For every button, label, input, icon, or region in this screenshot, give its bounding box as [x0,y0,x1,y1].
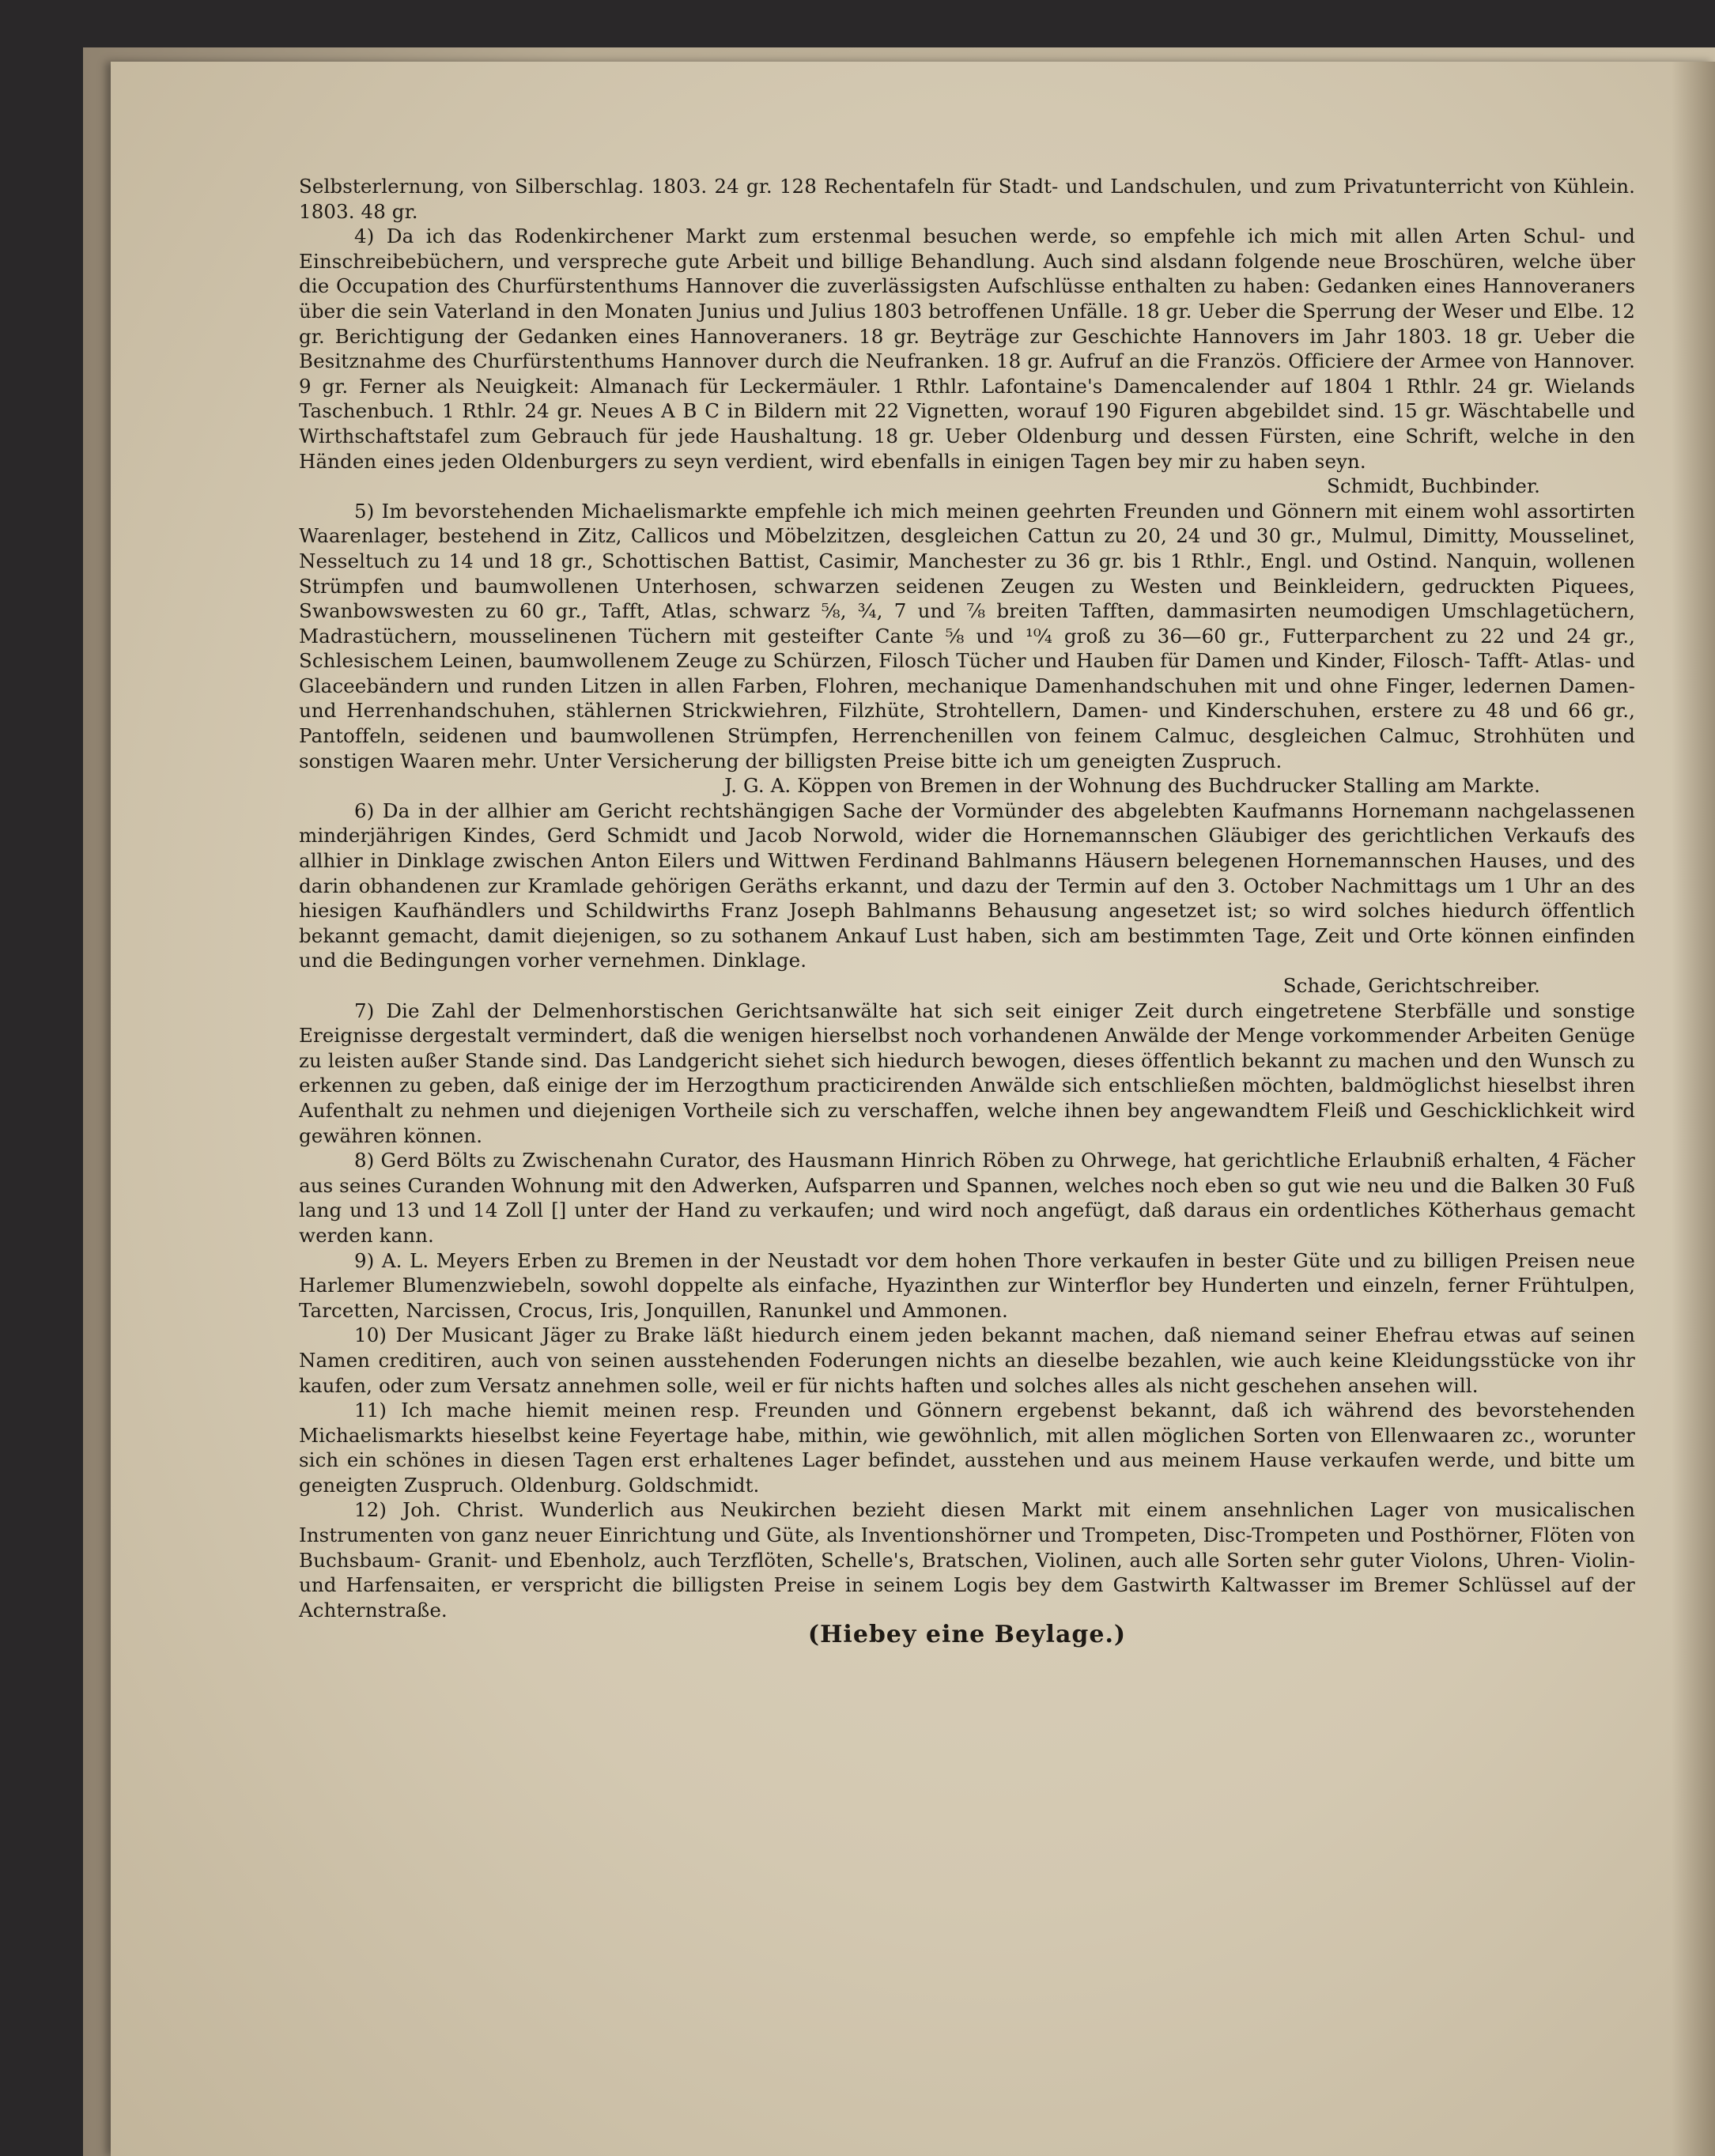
signature-6: Schade, Gerichtschreiber. [1282,974,1540,997]
supplement-note: (Hiebey eine Beylage.) [807,1621,1127,1649]
notice-7: 7) Die Zahl der Delmenhorstischen Gerichtsanwälte hat sich seit einiger Zeit durch eingetretene Sterbfälle und sonstige Ereignisse dergestalt vermindert, daß die wenigen hierselbst noch vorhandenen Anwälde der Menge vorkommender Arbeiten Genüge zu leisten außer Stande sind. Das Landgericht siehet sich hiedurch bewogen, dieses öffentlich bekannt zu machen und den Wunsch zu erkennen zu geben, daß einige der im Herzogthum practicirenden Anwälde sich entschließen möchten, baldmöglichst hieselbst ihren Aufenthalt zu nehmen und diejenigen Vortheile sich zu verschaffen, welche ihnen bey angewandtem Fleiß und Geschicklichkeit wird gewähren können. [299,999,1635,1147]
notice-6: 6) Da in der allhier am Gericht rechtshängigen Sache der Vormünder des abgelebten Kaufmanns Hornemann nachgelassenen minderjährigen Kindes, Gerd Schmidt und Jacob Norwold, wider die Hornemannschen Gläubiger des gerichtlichen Verkaufs des allhier in Dinklage zwischen Anton Eilers und Wittwen Ferdinand Bahlmanns Häusern belegenen Hornemannschen Hauses, und des darin obhandenen zur Kramlade gehörigen Geräths erkannt, und dazu der Termin auf den 3. October Nachmittags um 1 Uhr an des hiesigen Kaufhändlers und Schildwirths Franz Joseph Bahlmanns Behausung angesetzet ist; so wird solches hiedurch öffentlich bekannt gemacht, damit diejenigen, so zu sothanem Ankauf Lust haben, sich am bestimmten Tage, Zeit und Orte können einfinden und die Bedingungen vorher vernehmen. Dinklage. [299,799,1635,972]
notice-11: 11) Ich mache hiemit meinen resp. Freunden und Gönnern ergebenst bekannt, daß ich während des bevorstehenden Michaelismarkts hieselbst keine Feyertage habe, mithin, wie gewöhnlich, mit allen möglichen Sorten von Ellenwaaren zc., worunter sich ein schönes in diesen Tagen erst erhaltenes Lager befindet, ausstehen und aus meinem Hause verkaufen werde, und bitte um geneigten Zuspruch. Oldenburg. Goldschmidt. [299,1399,1635,1497]
notice-8: 8) Gerd Bölts zu Zwischenahn Curator, des Hausmann Hinrich Röben zu Ohrwege, hat gerichtliche Erlaubniß erhalten, 4 Fächer aus seines Curanden Wohnung mit den Adwerken, Aufsparren und Spannen, welches noch eben so gut wie neu und die Balken 30 Fuß lang und 13 und 14 Zoll [] unter der Hand zu verkaufen; und wird noch angefügt, daß daraus ein ordentliches Kötherhaus gemacht werden kann. [299,1149,1635,1247]
notice-12: 12) Joh. Christ. Wunderlich aus Neukirchen bezieht diesen Markt mit einem ansehnlichen Lager von musicalischen Instrumenten von ganz neuer Einrichtung und Güte, als Inventionshörner und Trompeten, Disc-Trompeten und Posthörner, Flöten von Buchsbaum- Granit- und Ebenholz, auch Terzflöten, Schelle's, Bratschen, Violinen, auch alle Sorten sehr guter Violons, Uhren- Violin- und Harfensaiten, er verspricht die billigsten Preise in seinem Logis bey dem Gastwirth Kaltwasser im Bremer Schlüssel auf der Achternstraße. [299,1498,1635,1622]
notice-10: 10) Der Musicant Jäger zu Brake läßt hiedurch einem jeden bekannt machen, daß niemand seiner Ehefrau etwas auf seinen Namen creditiren, auch von seinen ausstehenden Foderungen nichts an dieselbe bezahlen, wie auch keine Kleidungsstücke von ihr kaufen, oder zum Versatz annehmen solle, weil er für nichts haften und solches alles als nicht geschehen ansehen will. [299,1323,1635,1397]
signature-4: Schmidt, Buchbinder. [1326,474,1540,498]
signature-5: J. G. A. Köppen von Bremen in der Wohnung des Buchdrucker Stalling am Markte. [724,774,1540,798]
page-text [299,174,1635,1648]
paragraph-0: Selbsterlernung, von Silberschlag. 1803. 24 gr. 128 Rechentafeln für Stadt- und Landschulen, und zum Privatunterricht von Kühlein. 1803. 48 gr. [299,175,1635,223]
page-gutter-shadow [1672,62,1715,2156]
notice-5: 5) Im bevorstehenden Michaelismarkte empfehle ich mich meinen geehrten Freunden und Gönnern mit einem wohl assortirten Waarenlager, bestehend in Zitz, Callicos und Möbelzitzen, desgleichen Cattun zu 20, 24 und 30 gr., Mulmul, Dimitty, Mousselinet, Nesseltuch zu 14 und 18 gr., Schottischen Battist, Casimir, Manchester zu 36 gr. bis 1 Rthlr., Engl. und Ostind. Nanquin, wollenen Strümpfen und baumwollenen Unterhosen, schwarzen seidenen Zeugen zu Westen und Beinkleidern, gedruckten Piquees, Swanbowswesten zu 60 gr., Tafft, Atlas, schwarz ⅝, ¾, 7 und ⅞ breiten Tafften, dammasirten neumodigen Umschlagetüchern, Madrastüchern, mousselinenen Tüchern mit gesteifter Cante ⅝ und ¹⁰⁄₄ groß zu 36—60 gr., Futterparchent zu 22 und 24 gr., Schlesischem Leinen, baumwollenem Zeuge zu Schürzen, Filosch Tücher und Hauben für Damen und Kinder, Filosch- Tafft- Atlas- und Glaceebändern und runden Litzen in allen Farben, Flohren, mechanique Damenhandschuhen mit und ohne Finger, ledernen Damen- und Herrenhandschuhen, stählernen Strickwiehren, Filzhüte, Strohtellern, Damen- und Kinderschuhen, erstere zu 48 und 66 gr., Pantoffeln, seidenen und baumwollenen Strümpfen, Herrenchenillen von feinem Calmuc, desgleichen Calmuc, Strohhüten und sonstigen Waaren mehr. Unter Versicherung der billigsten Preise bitte ich um geneigten Zuspruch. [299,499,1635,772]
notice-4: 4) Da ich das Rodenkirchener Markt zum erstenmal besuchen werde, so empfehle ich mich mit allen Arten Schul- und Einschreibebüchern, und verspreche gute Arbeit und billige Behandlung. Auch sind alsdann folgende neue Broschüren, welche über die Occupation des Churfürstenthums Hannover die zuverlässigsten Aufschlüsse enthalten zu haben: Gedanken eines Hannoveraners über die sein Vaterland in den Monaten Junius und Julius 1803 betroffenen Unfälle. 18 gr. Ueber die Sperrung der Weser und Elbe. 12 gr. Berichtigung der Gedanken eines Hannoveraners. 18 gr. Beyträge zur Geschichte Hannovers im Jahr 1803. 18 gr. Ueber die Besitznahme des Churfürstenthums Hannover durch die Neufranken. 18 gr. Aufruf an die Französ. Officiere der Armee von Hannover. 9 gr. Ferner als Neuigkeit: Almanach für Leckermäuler. 1 Rthlr. Lafontaine's Damencalender auf 1804 1 Rthlr. 24 gr. Wielands Taschenbuch. 1 Rthlr. 24 gr. Neues A B C in Bildern mit 22 Vignetten, worauf 190 Figuren abgebildet sind. 15 gr. Wäschtabelle und Wirthschaftstafel zum Gebrauch für jede Haushaltung. 18 gr. Ueber Oldenburg und dessen Fürsten, eine Schrift, welche in den Händen eines jeden Oldenburgers zu seyn verdient, wird ebenfalls in einigen Tagen bey mir zu haben seyn. [299,225,1635,473]
notice-9: 9) A. L. Meyers Erben zu Bremen in der Neustadt vor dem hohen Thore verkaufen in bester Güte und zu billigen Preisen neue Harlemer Blumenzwiebeln, sowohl doppelte als einfache, Hyazinthen zur Winterflor bey Hunderten und einzeln, ferner Frühtulpen, Tarcetten, Narcissen, Crocus, Iris, Jonquillen, Ranunkel und Ammonen. [299,1248,1635,1322]
